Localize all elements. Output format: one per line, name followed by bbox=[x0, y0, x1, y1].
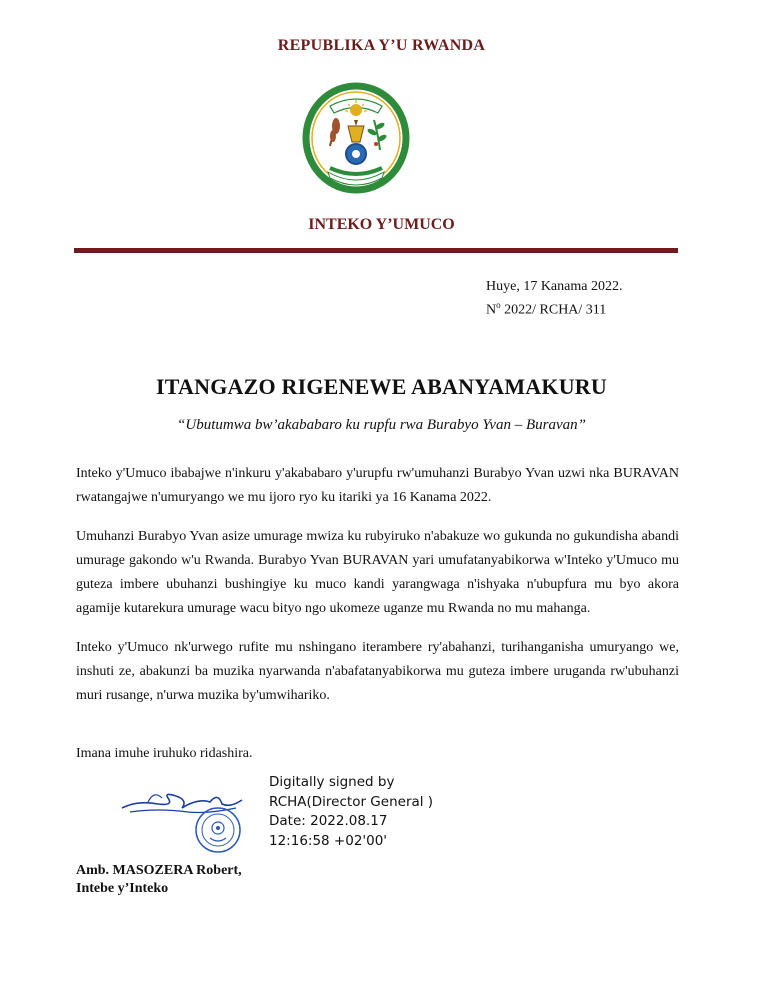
press-release-body bbox=[76, 462, 679, 723]
digital-signature-date: Date: 2022.08.17 bbox=[269, 813, 388, 829]
signer-name: Amb. MASOZERA Robert, bbox=[76, 863, 242, 878]
digital-signature-time: 12:16:58 +02'00' bbox=[269, 832, 388, 849]
rwanda-coat-of-arms-icon bbox=[300, 80, 412, 196]
press-release-title: ITANGAZO RIGENEWE ABANYAMAKURU bbox=[156, 374, 607, 399]
closing-line: Imana imuhe iruhuko ridashira. bbox=[76, 746, 253, 761]
body-paragraph: Inteko y'Umuco ibabajwe n'inkuru y'akababaro y'urupfu rw'umuhanzi Burabyo Yvan uzwi nka BURAVAN rwatangajwe n'umuryango we mu ijoro ryo ku itariki ya 16 Kanama 2022. bbox=[76, 466, 679, 505]
header-divider bbox=[74, 248, 678, 253]
number-prefix: N bbox=[486, 302, 497, 318]
digital-signature-line: Digitally signed by bbox=[269, 774, 395, 790]
digital-signature-block bbox=[269, 773, 433, 851]
signer-block bbox=[76, 862, 242, 898]
body-paragraph: Inteko y'Umuco nk'urwego rufite mu nshingano iterambere ry'abahanzi, turihanganisha umuryango we, inshuti ze, abakunzi ba muzika nyarwanda n'abafatanyabikorwa mu guteza imbere uruganda rw'ubuhanzi muri rusange, n'urwa muzika by'umwihariko. bbox=[76, 640, 679, 703]
document-number bbox=[486, 296, 622, 320]
document-date: Huye, 17 Kanama 2022. bbox=[486, 279, 623, 294]
signer-title: Intebe y’Inteko bbox=[76, 881, 169, 896]
republic-heading: REPUBLIKA Y’U RWANDA bbox=[277, 37, 486, 54]
reference-block bbox=[486, 278, 622, 320]
institution-heading: INTEKO Y’UMUCO bbox=[308, 216, 455, 233]
digital-signature-signer: RCHA(Director General ) bbox=[269, 793, 434, 810]
official-seal-icon bbox=[194, 806, 242, 854]
body-paragraph: Umuhanzi Burabyo Yvan asize umurage mwiza ku rubyiruko n'abakuze wo gukunda no gukundisha abandi umurage gakondo w'u Rwanda. Burabyo Yvan BURAVAN yari umufatanyabikorwa w'Inteko y'Umuco mu guteza imbere ubuhanzi bushingiye ku muco kandi yarangwaga n'ishyaka n'ubupfura mu byo akora agamije kutarekura umurage wacu bityo ngo ukomeze uganze mu Rwanda no mu mahanga. bbox=[76, 529, 679, 616]
press-release-subtitle: “Ubutumwa bw’akababaro ku rupfu rwa Burabyo Yvan – Buravan” bbox=[177, 417, 586, 433]
number-value: 2022/ RCHA/ 311 bbox=[500, 302, 607, 318]
number-superscript: o bbox=[496, 300, 501, 310]
